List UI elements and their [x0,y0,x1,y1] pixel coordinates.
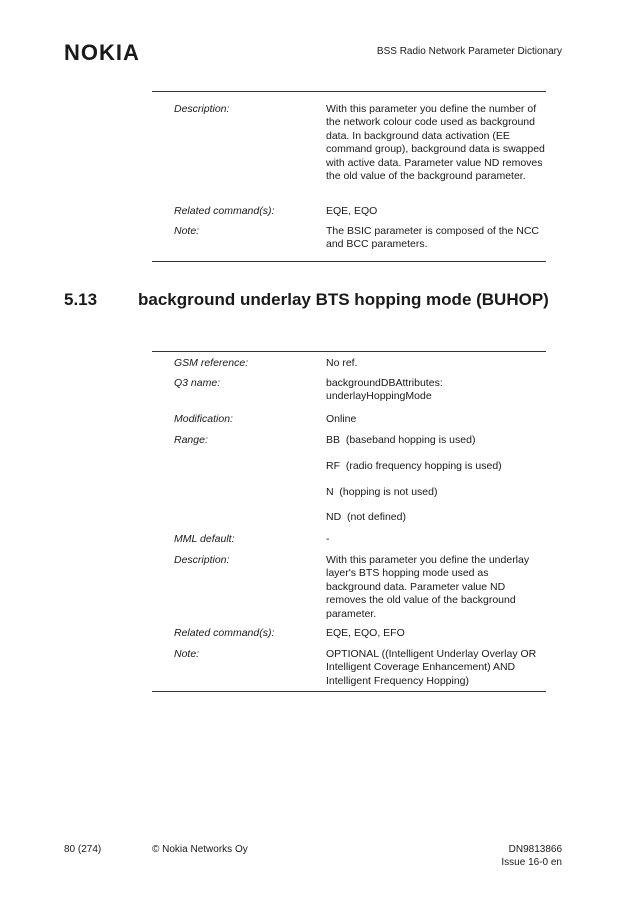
row-value: EQE, EQO, EFO [326,627,405,639]
row-label: Related command(s): [174,205,275,217]
issue-number: Issue 16-0 en [501,857,562,868]
row-label: Note: [174,648,200,660]
table-top-rule [152,91,546,92]
table-bottom-rule [152,261,546,262]
row-value: With this parameter you define the number of the network colour code used as background data. In background data activation (EE command group), background data is swapped with active data. Parameter value ND removes the old value of the background parameter. [326,103,545,183]
row-value: ND (not defined) [326,511,406,523]
header-title: BSS Radio Network Parameter Dictionary [376,46,562,57]
row-value: EQE, EQO [326,205,378,217]
row-value: With this parameter you define the underlay layer's BTS hopping mode used as background data. Parameter value ND removes the old value of the background parameter. [326,554,530,620]
row-label: Related command(s): [174,627,275,639]
row-label: MML default: [174,533,235,545]
doc-number: DN9813866 [508,844,562,855]
row-label: Range: [174,434,208,446]
row-value: backgroundDBAttributes: underlayHoppingMode [326,377,443,403]
page-number: 80 (274) [64,844,102,855]
copyright: © Nokia Networks Oy [152,844,248,855]
row-value: OPTIONAL ((Intelligent Underlay Overlay OR Intelligent Coverage Enhancement) AND Intelligent Frequency Hopping) [326,648,537,687]
row-value: Online [326,413,357,425]
document-info [501,843,562,869]
row-value: No ref. [326,357,358,369]
row-value: N (hopping is not used) [326,486,438,498]
nokia-logo: NOKIA [64,40,140,65]
row-value: - [326,533,330,545]
row-label: GSM reference: [174,357,249,369]
row-label: Description: [174,554,230,566]
row-label: Modification: [174,413,233,425]
section-title: background underlay BTS hopping mode (BUHOP) [138,290,549,309]
table-top-rule [152,351,546,352]
row-label: Description: [174,103,230,115]
row-value: RF (radio frequency hopping is used) [326,460,502,472]
row-value: BB (baseband hopping is used) [326,434,476,446]
table-bottom-rule [152,691,546,692]
row-label: Q3 name: [174,377,221,389]
row-label: Note: [174,225,200,237]
section-number: 5.13 [64,290,98,309]
row-value: The BSIC parameter is composed of the NCC and BCC parameters. [326,225,540,251]
